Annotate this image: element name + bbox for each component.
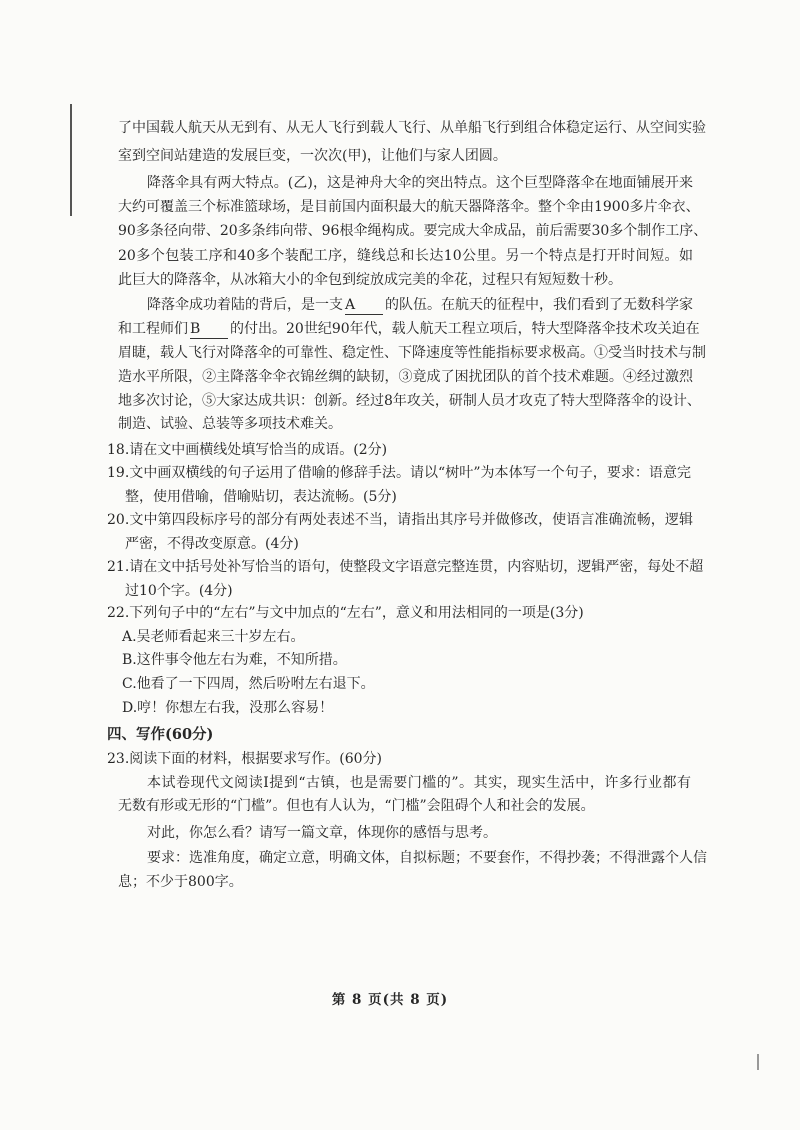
writing-requirements-line-2: 息；不少于800字。 xyxy=(118,874,243,890)
passage-p1-line-1: 了中国载人航天从无到有、从无人飞行到载人飞行、从单船飞行到组合体稳定运行、从空间实验 xyxy=(118,120,706,136)
passage-p3-line-1-post: 的队伍。在航天的征程中，我们看到了无数科学家 xyxy=(385,297,693,313)
question-18: 18.请在文中画横线处填写恰当的成语。(2分) xyxy=(107,442,388,458)
blank-a: A xyxy=(345,296,383,315)
question-19-line-1: 19.文中画双横线的句子运用了借喻的修辞手法。请以“树叶”为本体写一个句子，要求：语意完 xyxy=(107,465,691,481)
page-footer: 第 8 页(共 8 页) xyxy=(331,992,449,1008)
question-22-option-b: B.这件事令他左右为难，不知所措。 xyxy=(122,652,347,668)
question-19-line-2: 整，使用借喻，借喻贴切，表达流畅。(5分) xyxy=(125,489,397,505)
scan-mark xyxy=(757,1054,759,1070)
section-heading-writing: 四、写作(60分) xyxy=(107,726,214,743)
passage-p2-line-4: 20多个包装工序和40多个装配工序，缝线总和长达10公里。另一个特点是打开时间短。如 xyxy=(118,248,693,264)
blank-b: B xyxy=(190,320,228,339)
passage-p3-line-2-post: 的付出。20世纪90年代，载人航天工程立项后，特大型降落伞技术攻关迫在 xyxy=(230,321,700,337)
passage-p3-line-6: 制造、试验、总装等多项技术难关。 xyxy=(118,416,342,432)
passage-p3-line-4: 造水平所限，②主降落伞伞衣锦丝绸的缺韧，③竟成了困扰团队的首个技术难题。④经过激烈 xyxy=(118,369,693,385)
passage-p3-line-1 xyxy=(147,293,693,317)
question-23: 23.阅读下面的材料，根据要求写作。(60分) xyxy=(107,751,383,767)
writing-material-line-2: 无数有形或无形的“门槛”。但也有人认为，“门槛”会阻碍个人和社会的发展。 xyxy=(118,798,595,814)
question-22-option-c: C.他看了一下四周，然后吩咐左右退下。 xyxy=(122,676,375,692)
passage-p1-line-2: 室到空间站建造的发展巨变，一次次(甲)，让他们与家人团圆。 xyxy=(118,148,507,164)
passage-p3-line-3: 眉睫，载人飞行对降落伞的可靠性、稳定性、下降速度等性能指标要求极高。①受当时技术与制 xyxy=(118,345,706,361)
passage-p3-line-2-pre: 和工程师们 xyxy=(118,321,188,337)
question-22-stem: 22.下列句子中的“左右”与文中加点的“左右”，意义和用法相同的一项是(3分) xyxy=(107,605,584,621)
writing-material-line-1: 本试卷现代文阅读Ⅰ提到“古镇，也是需要门槛的”。其实，现实生活中，许多行业都有 xyxy=(147,775,691,791)
passage-p2-line-5: 此巨大的降落伞，从冰箱大小的伞包到绽放成完美的伞花，过程只有短短数十秒。 xyxy=(118,272,622,288)
writing-requirements-line-1: 要求：选准角度，确定立意，明确文体，自拟标题；不要套作，不得抄袭；不得泄露个人信 xyxy=(147,850,707,866)
passage-p2-line-2: 大约可覆盖三个标准篮球场，是目前国内面积最大的航天器降落伞。整个伞由1900多片伞衣、 xyxy=(118,199,700,215)
question-21-line-2: 过10个字。(4分) xyxy=(125,583,233,599)
scan-binding-line xyxy=(70,104,72,216)
question-21-line-1: 21.请在文中括号处补写恰当的语句，使整段文字语意完整连贯，内容贴切，逻辑严密，每处不超 xyxy=(107,559,704,575)
question-22-option-d: D.哼！你想左右我，没那么容易！ xyxy=(122,700,334,716)
question-20-line-1: 20.文中第四段标序号的部分有两处表述不当，请指出其序号并做修改，使语言准确流畅，逻辑 xyxy=(107,512,693,528)
writing-prompt: 对此，你怎么看？请写一篇文章，体现你的感悟与思考。 xyxy=(147,825,497,841)
question-22-option-a: A.吴老师看起来三十岁左右。 xyxy=(122,629,305,645)
question-20-line-2: 严密，不得改变原意。(4分) xyxy=(125,536,299,552)
passage-p3-line-2 xyxy=(118,317,700,341)
passage-p3-line-5: 地多次讨论，⑤大家达成共识：创新。经过8年攻关，研制人员才攻克了特大型降落伞的设计、 xyxy=(118,393,701,409)
passage-p3-line-1-pre: 降落伞成功着陆的背后，是一支 xyxy=(147,297,343,313)
passage-p2-line-1: 降落伞具有两大特点。(乙)，这是神舟大伞的突出特点。这个巨型降落伞在地面铺展开来 xyxy=(147,175,693,191)
passage-p2-line-3: 90多条径向带、20多条纬向带、96根伞绳构成。要完成大伞成品，前后需要30多个制作工序、 xyxy=(118,223,708,239)
